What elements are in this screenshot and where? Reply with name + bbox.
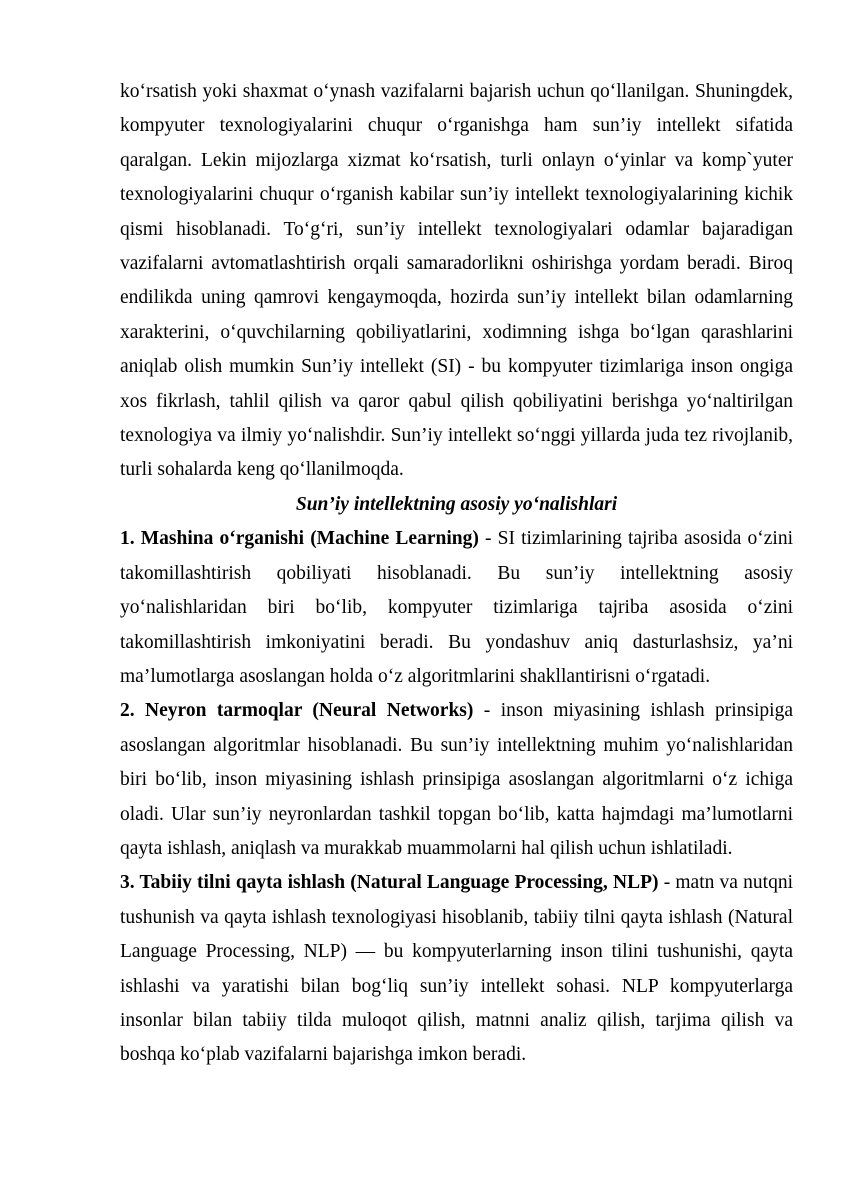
intro-paragraph: ko‘rsatish yoki shaxmat o‘ynash vazifalarni bajarish uchun qo‘llanilgan. Shuningdek, kompyuter texnologiyalarini chuqur o‘rganishga ham sun’iy intellekt sifatida qaralgan. Lekin mijozlarga xizmat ko‘rsatish, turli onlayn o‘yinlar va komp`yuter texnologiyalarini chuqur o‘rganish kabilar sun’iy intellekt texnologiyalarining kichik qismi hisoblanadi. To‘g‘ri, sun’iy intellekt texnologiyalari odamlar bajaradigan vazifalarni avtomatlashtirish orqali samaradorlikni oshirishga yordam beradi. Biroq endilikda uning qamrovi kengaymoqda, hozirda sun’iy intellekt bilan odamlarning xarakterini, o‘quvchilarning qobiliyatlarini, xodimning ishga bo‘lgan qarashlarini aniqlab olish mumkin Sun’iy intellekt (SI) - bu kompyuter tizimlariga inson ongiga xos fikrlash, tahlil qilish va qaror qabul qilish qobiliyatini berishga yo‘naltirilgan texnologiya va ilmiy yo‘nalishdir. Sun’iy intellekt so‘nggi yillarda juda tez rivojlanib, turli sohalarda keng qo‘llanilmoqda. [120, 81, 793, 481]
list-item-2-bold-lead: 2. Neyron tarmoqlar (Neural Networks) [120, 700, 474, 722]
list-item-1-text: - SI tizimlarining tajriba asosida o‘zini takomillashtirish qobiliyati hisoblanadi. Bu sun’iy intellektning asosiy yo‘nalishlaridan biri bo‘lib, kompyuter tizimlariga tajriba asosida o‘zini takomillashtirish imkoniyatini beradi. Bu yondashuv aniq dasturlashsiz, ya’ni ma’lumotlarga asoslangan holda o‘z algoritmlarini shakllantirisni o‘rgatadi. [120, 528, 793, 687]
list-item-neural-networks [120, 694, 793, 866]
section-heading: Sun’iy intellektning asosiy yo‘nalishlari [295, 493, 618, 515]
list-item-nlp [120, 866, 793, 1072]
list-item-3-bold-lead: 3. Tabiiy tilni qayta ishlash (Natural Language Processing, NLP) [120, 872, 659, 894]
list-item-machine-learning [120, 522, 793, 694]
list-item-1-bold-lead: 1. Mashina o‘rganishi (Machine Learning) [120, 528, 479, 550]
list-item-3-text: - matn va nutqni tushunish va qayta ishlash texnologiyasi hisoblanib, tabiiy tilni qayta ishlash (Natural Language Processing, NLP) — bu kompyuterlarning inson tilini tushunishi, qayta ishlashi va yaratishi bilan bog‘liq sun’iy intellekt sohasi. NLP kompyuterlarga insonlar bilan tabiiy tilda muloqot qilish, matnni analiz qilish, tarjima qilish va boshqa ko‘plab vazifalarni bajarishga imkon beradi. [120, 872, 793, 1066]
document-text-block [120, 75, 793, 1073]
list-item-2-text: - inson miyasining ishlash prinsipiga asoslangan algoritmlar hisoblanadi. Bu sun’iy intellektning muhim yo‘nalishlaridan biri bo‘lib, inson miyasining ishlash prinsipiga asoslangan algoritmlarni o‘z ichiga oladi. Ular sun’iy neyronlardan tashkil topgan bo‘lib, katta hajmdagi ma’lumotlarni qayta ishlash, aniqlash va murakkab muammolarni hal qilish uchun ishlatiladi. [120, 700, 793, 859]
